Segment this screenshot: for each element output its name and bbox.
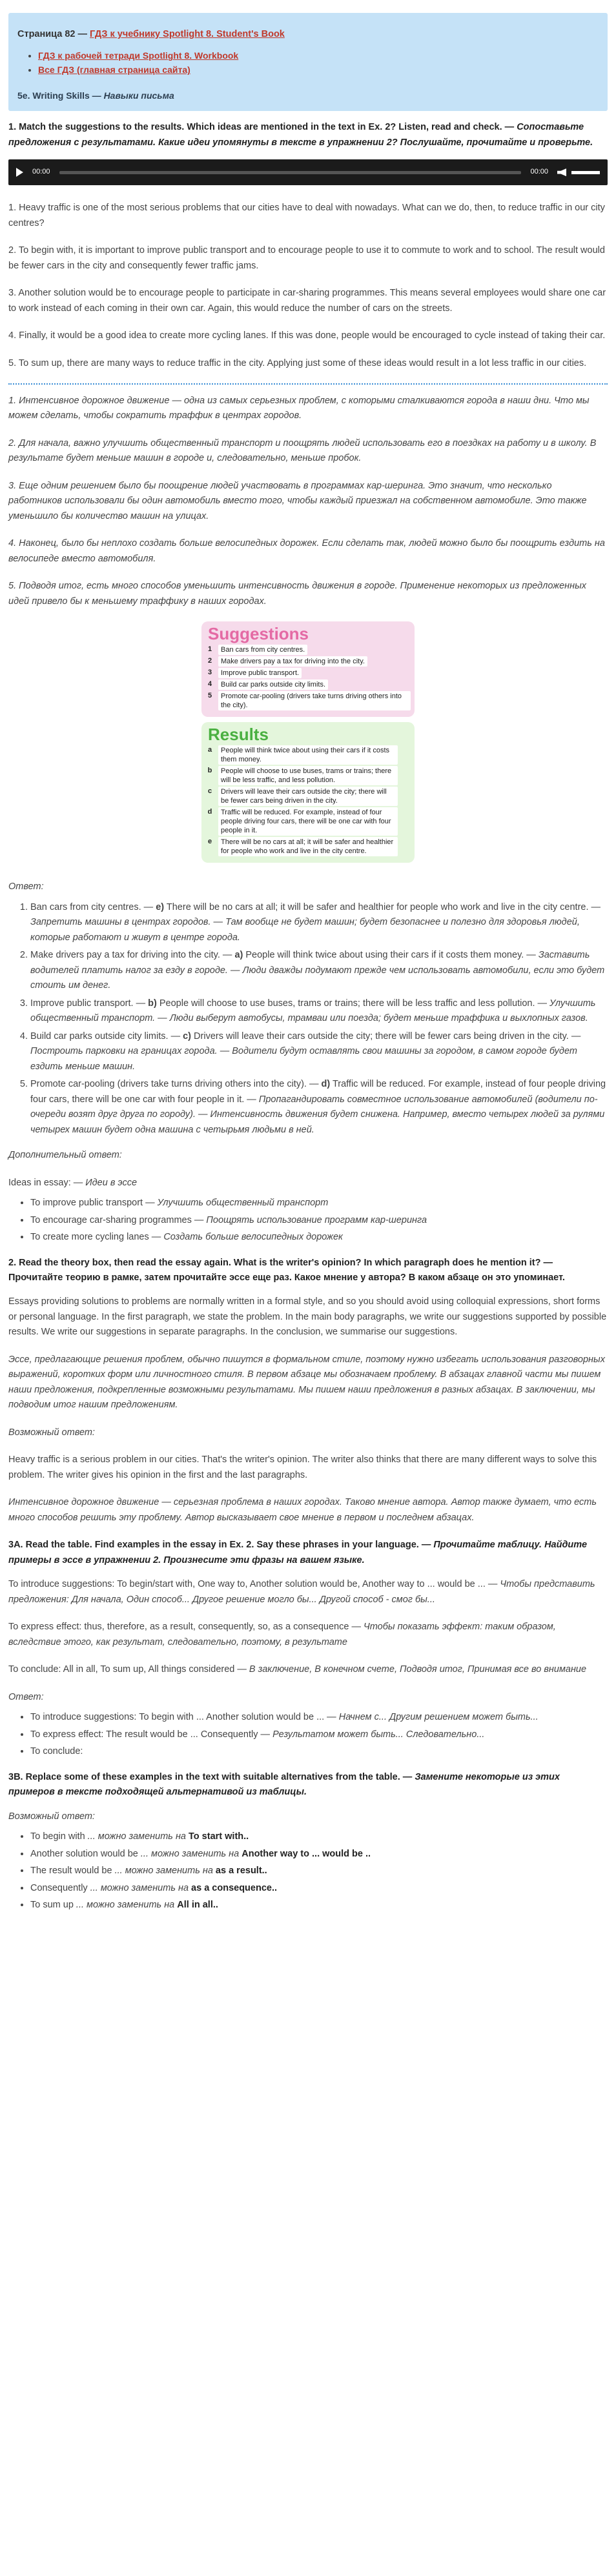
replace-note: ... можно заменить на [76,1900,178,1910]
list-item [30,1744,608,1759]
task-3a-ru: Прочитайте таблицу. Найдите примеры в эссе в упражнении 2. Произнесите эти фразы на вашем языке. [8,1540,588,1565]
ideas-label-ru: Идеи в эссе [85,1177,138,1188]
suggestion-row [205,668,411,678]
list-item [30,1196,608,1211]
answer-ru: Результатом может быть... Следовательно... [272,1729,485,1740]
essay-russian [8,394,608,609]
suggestion-key: 1 [207,645,212,654]
result-row [205,787,411,806]
page-title-prefix: Страница 82 — [17,29,90,39]
answer-result: People will choose to use buses, trams or trains; there will be less traffic and less pollution. — [156,998,550,1009]
answer-3a-list [8,1710,608,1759]
dotted-divider [8,383,608,385]
idea-en: To create more cycling lanes — [30,1232,164,1243]
theory-translation: Эссе, предлагающие решения проблем, обычно пишутся в формальном стиле, поэтому нужно избегать использования разговорных выражений, коротких форм или личностного стиля. В первом абзаце мы обозначаем проблему. В абзацах главной части мы пишем наши предложения, подкрепленные возможными результатами. Мы пишем наши предложения в разных абзацах. В заключении, мы подводим итог нашим предложениям. [8,1354,605,1411]
table-paragraph [8,1577,608,1607]
header-box [8,13,608,111]
list-item [30,1710,608,1725]
essay-paragraph: 1. Heavy traffic is one of the most serious problems that our cities have to deal with nowadays. What can we do, then, to reduce traffic in our city centres? [8,203,605,228]
essay-paragraph: 3. Another solution would be to encourage people to participate in car-sharing programmes. This means several employees would share one car to work instead of each coming in their own car. Again, this would reduce the number of cars on the streets. [8,288,606,314]
task-1-ru: Сопоставьте предложения с результатами. Какие идеи упомянуты в тексте в упражнении 2? Послушайте, прочитайте и проверьте. [8,122,593,148]
page-title [17,27,599,42]
list-item [30,1864,608,1878]
essay-paragraph: 4. Finally, it would be a good idea to create more cycling lanes. If this was done, people would be encouraged to cycle instead of taking their car. [8,330,606,341]
suggestion-row [205,656,411,667]
phrase: Another solution would be [30,1848,141,1859]
answer-ru: Начнем с... Другим решением может быть... [338,1712,539,1723]
phrase: To sum up [30,1900,76,1910]
result-key: b [207,767,212,775]
phrase: The result would be [30,1866,115,1877]
result-row [205,837,411,856]
result-text: Traffic will be reduced. For example, instead of four people driving four cars, there will be one car with four people in it. [218,807,398,836]
suggestion-text: Promote car-pooling (drivers take turns driving others into the city). [218,691,411,710]
answer-item [30,1077,608,1138]
task-1-heading [8,120,608,150]
replacement: To start with.. [189,1831,249,1842]
suggestion-row [205,645,411,655]
task-1-en: 1. Match the suggestions to the results. Which ideas are mentioned in the text in Ex. 2? Listen, read and check. — [8,122,517,133]
answer-en: To express effect: The result would be ... Consequently — [30,1729,273,1740]
task-2-heading [8,1256,608,1286]
list-item [30,1847,608,1862]
results-heading: Results [208,725,269,745]
suggestion-text: Make drivers pay a tax for driving into the city. [218,656,367,667]
suggestion-text: Build car parks outside city limits. [218,679,328,690]
duration: 00:00 [530,168,548,176]
volume-icon[interactable] [557,168,566,176]
answer-en: To conclude: [30,1746,83,1757]
possible-answer: Heavy traffic is a serious problem in our cities. That's the writer's opinion. The writer also thinks that there are many different ways to solve this problem. The writer gives his opinion in the first and the last paragraphs. [8,1454,597,1480]
possible-answer-label: Возможный ответ: [8,1427,95,1438]
result-text: Drivers will leave their cars outside the city; there will be fewer cars being driven in the city. [218,787,398,806]
progress-bar[interactable] [59,171,522,174]
task-3b-ru: Замените некоторые из этих примеров в тексте подходящей альтернативой из таблицы. [8,1771,560,1798]
suggestion-key: 2 [207,657,212,665]
result-text: There will be no cars at all; it will be safer and healthier for people who work and live in the city centre. [218,837,398,856]
suggestion-row [205,679,411,690]
table-paragraph [8,1662,608,1677]
results-panel [201,722,415,863]
audio-player [8,159,608,185]
result-key: e [207,838,212,846]
answer-translation: Запретить машины в центрах городов. — Там вообще не будет машин; будет безопаснее и полезно для здоровья людей, которые работают и живут в центре города. [30,917,580,943]
result-text: People will choose to use buses, trams or trains; there will be less traffic, and less pollution. [218,766,398,785]
idea-ru: Создать больше велосипедных дорожек [163,1232,343,1243]
replace-note: ... можно заменить на [140,1848,242,1859]
table-paragraph [8,1620,608,1650]
suggestion-key: 3 [207,669,212,677]
answer-letter: c) [183,1031,192,1041]
workbook-link[interactable]: ГДЗ к рабочей тетради Spotlight 8. Workbook [38,50,239,61]
table-en: To introduce suggestions: To begin/start with, One way to, Another solution would be, Another way to ... would be ... — [8,1579,500,1590]
ideas-heading [8,1176,608,1191]
idea-en: To encourage car-sharing programmes — [30,1214,207,1225]
answer-item [30,1029,608,1074]
table-en: To conclude: All in all, To sum up, All things considered — [8,1664,249,1675]
replacement: All in all.. [177,1900,218,1910]
replacement: Another way to ... would be .. [241,1848,371,1859]
section-name: 5e. Writing Skills — [17,90,104,101]
table-ru: Чтобы показать эффект: таким образом, вследствие этого, как результат, следовательно, поэтому, в результате [8,1622,556,1647]
suggestion-row [205,691,411,710]
task-3a-en: 3A. Read the table. Find examples in the essay in Ex. 2. Say these phrases in your language. — [8,1540,434,1551]
table-ru: Чтобы представить предложения: Для начала, Один способ... Другое решение могло бы... Другой способ - смог бы... [8,1579,595,1605]
page-content [0,13,616,1913]
essay-paragraph-ru: 2. Для начала, важно улучшить общественный транспорт и поощрять людей использовать его в поездках на работу и в школу. В результате будет меньше машин в городе и, следовательно, меньше пробок. [8,438,597,464]
suggestion-key: 5 [207,692,212,700]
suggestion-text: Improve public transport. [218,668,302,678]
list-item [30,1898,608,1913]
answer-letter: a) [234,950,243,961]
answer-3b-list [8,1829,608,1913]
idea-ru: Поощрять использование программ кар-шеринга [206,1214,427,1225]
idea-en: To improve public transport — [30,1198,158,1209]
home-link[interactable]: Все ГДЗ (главная страница сайта) [38,65,190,75]
studentbook-link[interactable]: ГДЗ к учебнику Spotlight 8. Student's Book [90,29,285,39]
suggestions-heading: Suggestions [208,624,309,644]
answer-result: There will be no cars at all; it will be safer and healthier for people who work and live in the city centre. — [164,901,601,912]
replace-note: ... можно заменить на [90,1882,192,1893]
list-item [30,1881,608,1896]
answer-item [30,948,608,993]
answer-en: To introduce suggestions: To begin with ... Another solution would be ... — [30,1712,339,1723]
task-2-en: 2. Read the theory box, then read the essay again. What is the writer's opinion? In which paragraph does he mention it? — [8,1257,553,1268]
possible-answer-translation: Интенсивное дорожное движение — серьезная проблема в наших городах. Таково мнение автора. Автор также думает, что есть много способов решить эту проблему. Автор высказывает свое мнение в первом и последнем абзацах. [8,1497,597,1523]
list-item [30,1829,608,1844]
answer-letter: b) [148,998,157,1009]
list-item [30,1727,608,1742]
list-item [30,1230,608,1245]
essay-english [8,201,608,371]
essay-paragraph-ru: 3. Еще одним решением было бы поощрение людей участвовать в программах кар-шеринга. Это значит, что несколько работников использовали бы один автомобиль вместо того, чтобы каждый приезжал на собственном автомобиле. Это также уменьшило бы количество машин на улицах. [8,480,587,521]
answer-suggestion: Make drivers pay a tax for driving into the city. — [30,950,235,961]
essay-paragraph-ru: 1. Интенсивное дорожное движение — одна из самых серьезных проблем, с которыми сталкиваются города в наши дни. Что мы можем сделать, чтобы сократить траффик в центрах городов. [8,396,590,421]
result-key: d [207,808,212,816]
current-time: 00:00 [32,168,50,176]
theory-text: Essays providing solutions to problems are normally written in a formal style, and so you should avoid using colloquial expressions, short forms or personal language. In the first paragraph, we state the problem. In the main body paragraphs, we write our suggestions supported by possible results. We write our suggestions in separate paragraphs. In the conclusion, we summarise our suggestions. [8,1296,607,1338]
answer-letter: e) [156,901,165,912]
phrase: To begin with [30,1831,88,1842]
ideas-label: Ideas in essay: — [8,1177,86,1188]
ideas-list [8,1196,608,1245]
phrase: Consequently [30,1882,90,1893]
play-icon[interactable] [16,168,23,177]
list-item [30,1213,608,1228]
suggestion-key: 4 [207,680,212,689]
section-title [17,88,599,103]
answer-suggestion: Promote car-pooling (drivers take turns driving others into the city). — [30,1079,322,1090]
suggestions-panel [201,621,415,717]
answer-translation: Пропагандировать совместное использование автомобилей (водители по-очереди возят друг друга по городу). — Интенсивность движения будет снижена. Например, вместо четырех людей за рулями четырех машин будет одна машина с четырьмя людьми в ней. [30,1094,605,1135]
suggestions-results-figure [201,621,415,863]
task-3a-heading [8,1538,608,1568]
answer-result: People will think twice about using their cars if it costs them money. — [243,950,539,961]
answer-translation: Построить парковки на границах города. — Водители будут оставлять свои машины за городом, в самом городе будет ездить меньше машин. [30,1046,577,1072]
replacement: as a result.. [215,1866,267,1877]
idea-ru: Улучшить общественный транспорт [157,1198,329,1209]
replacement: as a consequence.. [191,1882,278,1893]
list-item [38,48,599,63]
answer-result: Traffic will be reduced. For example, instead of four people driving four cars, there will be one car with four people in it. — [30,1079,606,1105]
answer-label: Ответ: [8,1691,44,1702]
section-translation: Навыки письма [103,90,174,101]
answer-suggestion: Ban cars from city centres. — [30,901,156,912]
answer-letter: d) [321,1079,331,1090]
possible-answer-label: Возможный ответ: [8,1811,95,1822]
answer-label: Ответ: [8,881,44,892]
task-3b-en: 3B. Replace some of these examples in the text with suitable alternatives from the table. — [8,1771,415,1782]
answer-list [8,900,608,1138]
answer-item [30,996,608,1027]
answer-item [30,900,608,945]
extra-answer-label: Дополнительный ответ: [8,1150,122,1161]
table-ru: В заключение, В конечном счете, Подводя итог, Принимая все во внимание [249,1664,587,1675]
result-row [205,745,411,765]
list-item [38,63,599,77]
essay-paragraph: 2. To begin with, it is important to improve public transport and to encourage people to use it to commute to work and to school. The result would be fewer cars in the city and consequently fewer traffic jams. [8,245,605,271]
answer-suggestion: Improve public transport. — [30,998,149,1009]
task-3b-heading [8,1770,608,1800]
volume-slider[interactable] [571,171,600,174]
table-en: To express effect: thus, therefore, as a result, consequently, so, as a consequence — [8,1622,364,1633]
answer-translation: Улучшить общественный транспорт. — Люди выберут автобусы, трамваи или поезда; будет меньше траффика и выхлопных газов. [30,998,596,1024]
related-links [17,48,599,77]
suggestion-text: Ban cars from city centres. [218,645,307,655]
result-text: People will think twice about using their cars if it costs them money. [218,745,398,765]
replace-note: ... можно заменить на [114,1866,216,1877]
result-row [205,807,411,836]
result-row [205,766,411,785]
essay-paragraph-ru: 5. Подводя итог, есть много способов уменьшить интенсивность движения в городе. Применение некоторых из предложенных идей привело бы к меньшему траффику в наших городах. [8,581,587,607]
task-2-ru: Прочитайте теорию в рамке, затем прочитайте эссе еще раз. Какое мнение у автора? В каком абзаце он это упоминает. [8,1272,565,1283]
essay-paragraph: 5. To sum up, there are many ways to reduce traffic in the city. Applying just some of these ideas would result in a lot less traffic in our cities. [8,357,587,368]
result-key: a [207,746,212,754]
essay-paragraph-ru: 4. Наконец, было бы неплохо создать больше велосипедных дорожек. Если сделать так, людей можно было бы поощрить ездить на велосипеде вместо автомобиля. [8,538,605,564]
result-key: c [207,787,212,796]
answer-suggestion: Build car parks outside city limits. — [30,1031,183,1041]
answer-result: Drivers will leave their cars outside the city; there will be fewer cars being driven in the city. — [191,1031,581,1041]
answer-translation: Заставить водителей платить налог за езду в городе. — Люди дважды подумают прежде чем использовать автомобили, если это будет стоить им денег. [30,950,605,991]
replace-note: ... можно заменить на [87,1831,189,1842]
